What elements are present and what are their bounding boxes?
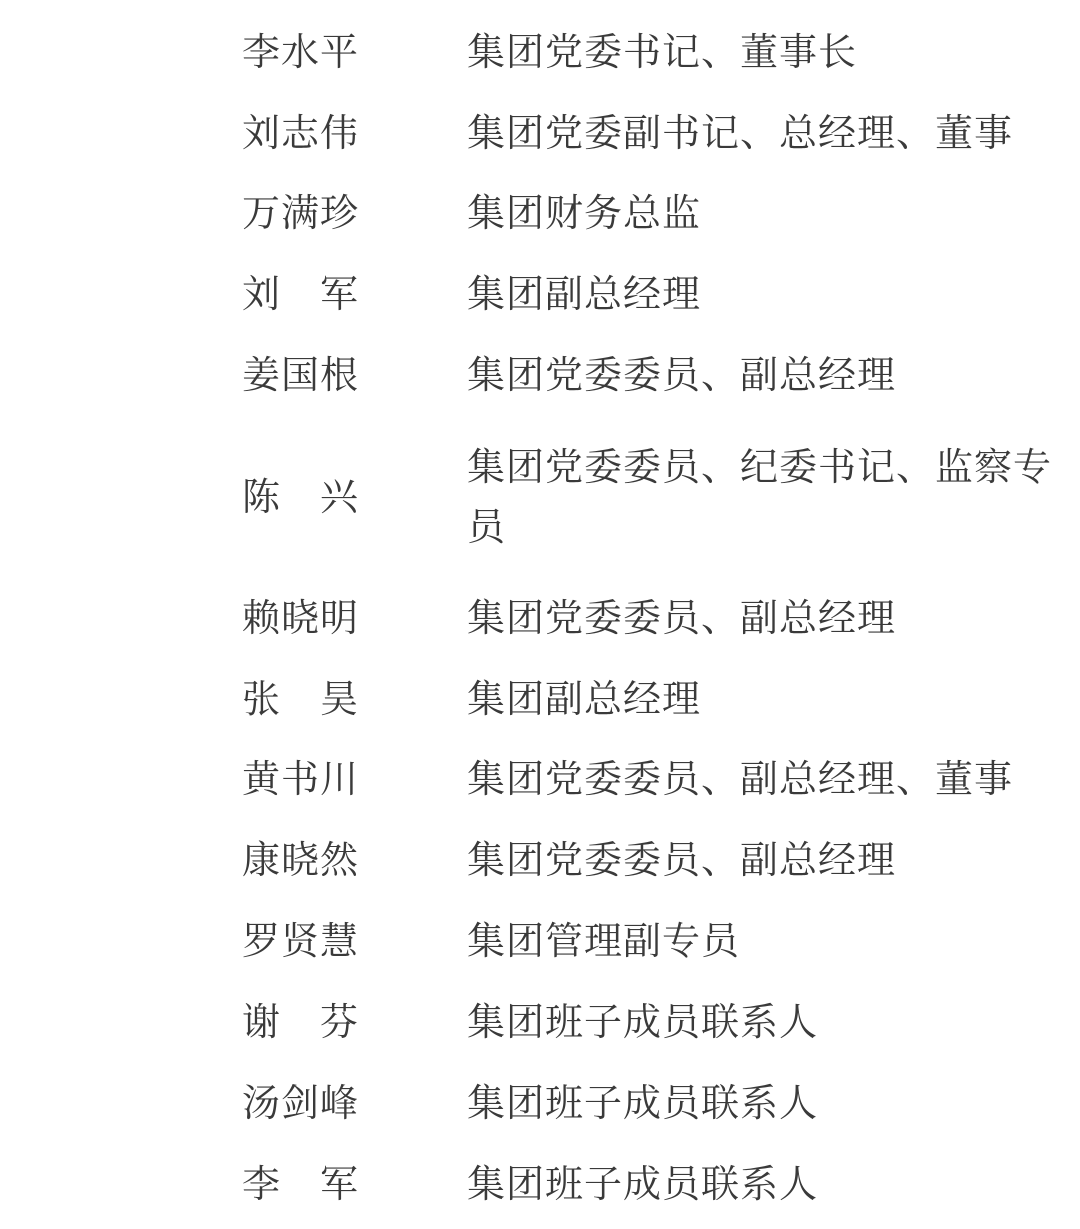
person-title: 集团党委委员、副总经理	[467, 596, 897, 640]
person-name: 罗贤慧	[242, 919, 360, 963]
person-title: 集团班子成员联系人	[467, 1000, 819, 1044]
person-title: 集团管理副专员	[467, 919, 741, 963]
person-name: 陈 兴	[242, 475, 360, 519]
person-name: 张 昊	[242, 677, 360, 721]
person-name: 万满珍	[242, 191, 360, 235]
person-title: 集团党委委员、副总经理、董事	[467, 757, 1014, 801]
person-name: 刘 军	[242, 272, 360, 316]
person-name: 刘志伟	[242, 111, 360, 155]
person-title: 集团班子成员联系人	[467, 1081, 819, 1125]
person-title: 集团党委书记、董事长	[467, 30, 858, 74]
person-name: 康晓然	[242, 838, 360, 882]
person-name: 李 军	[242, 1162, 360, 1206]
person-name: 谢 芬	[242, 1000, 360, 1044]
person-title: 集团副总经理	[467, 272, 702, 316]
person-name: 赖晓明	[242, 596, 360, 640]
person-title: 集团党委副书记、总经理、董事	[467, 111, 1014, 155]
person-title: 集团班子成员联系人	[467, 1162, 819, 1206]
person-name: 黄书川	[242, 757, 360, 801]
person-name: 李水平	[242, 30, 360, 74]
person-title: 集团党委委员、纪委书记、监察专员	[467, 445, 1053, 549]
person-title: 集团党委委员、副总经理	[467, 838, 897, 882]
person-name: 汤剑峰	[242, 1081, 360, 1125]
person-name: 姜国根	[242, 353, 360, 397]
person-title: 集团党委委员、副总经理	[467, 353, 897, 397]
person-title: 集团财务总监	[467, 191, 702, 235]
person-title: 集团副总经理	[467, 677, 702, 721]
